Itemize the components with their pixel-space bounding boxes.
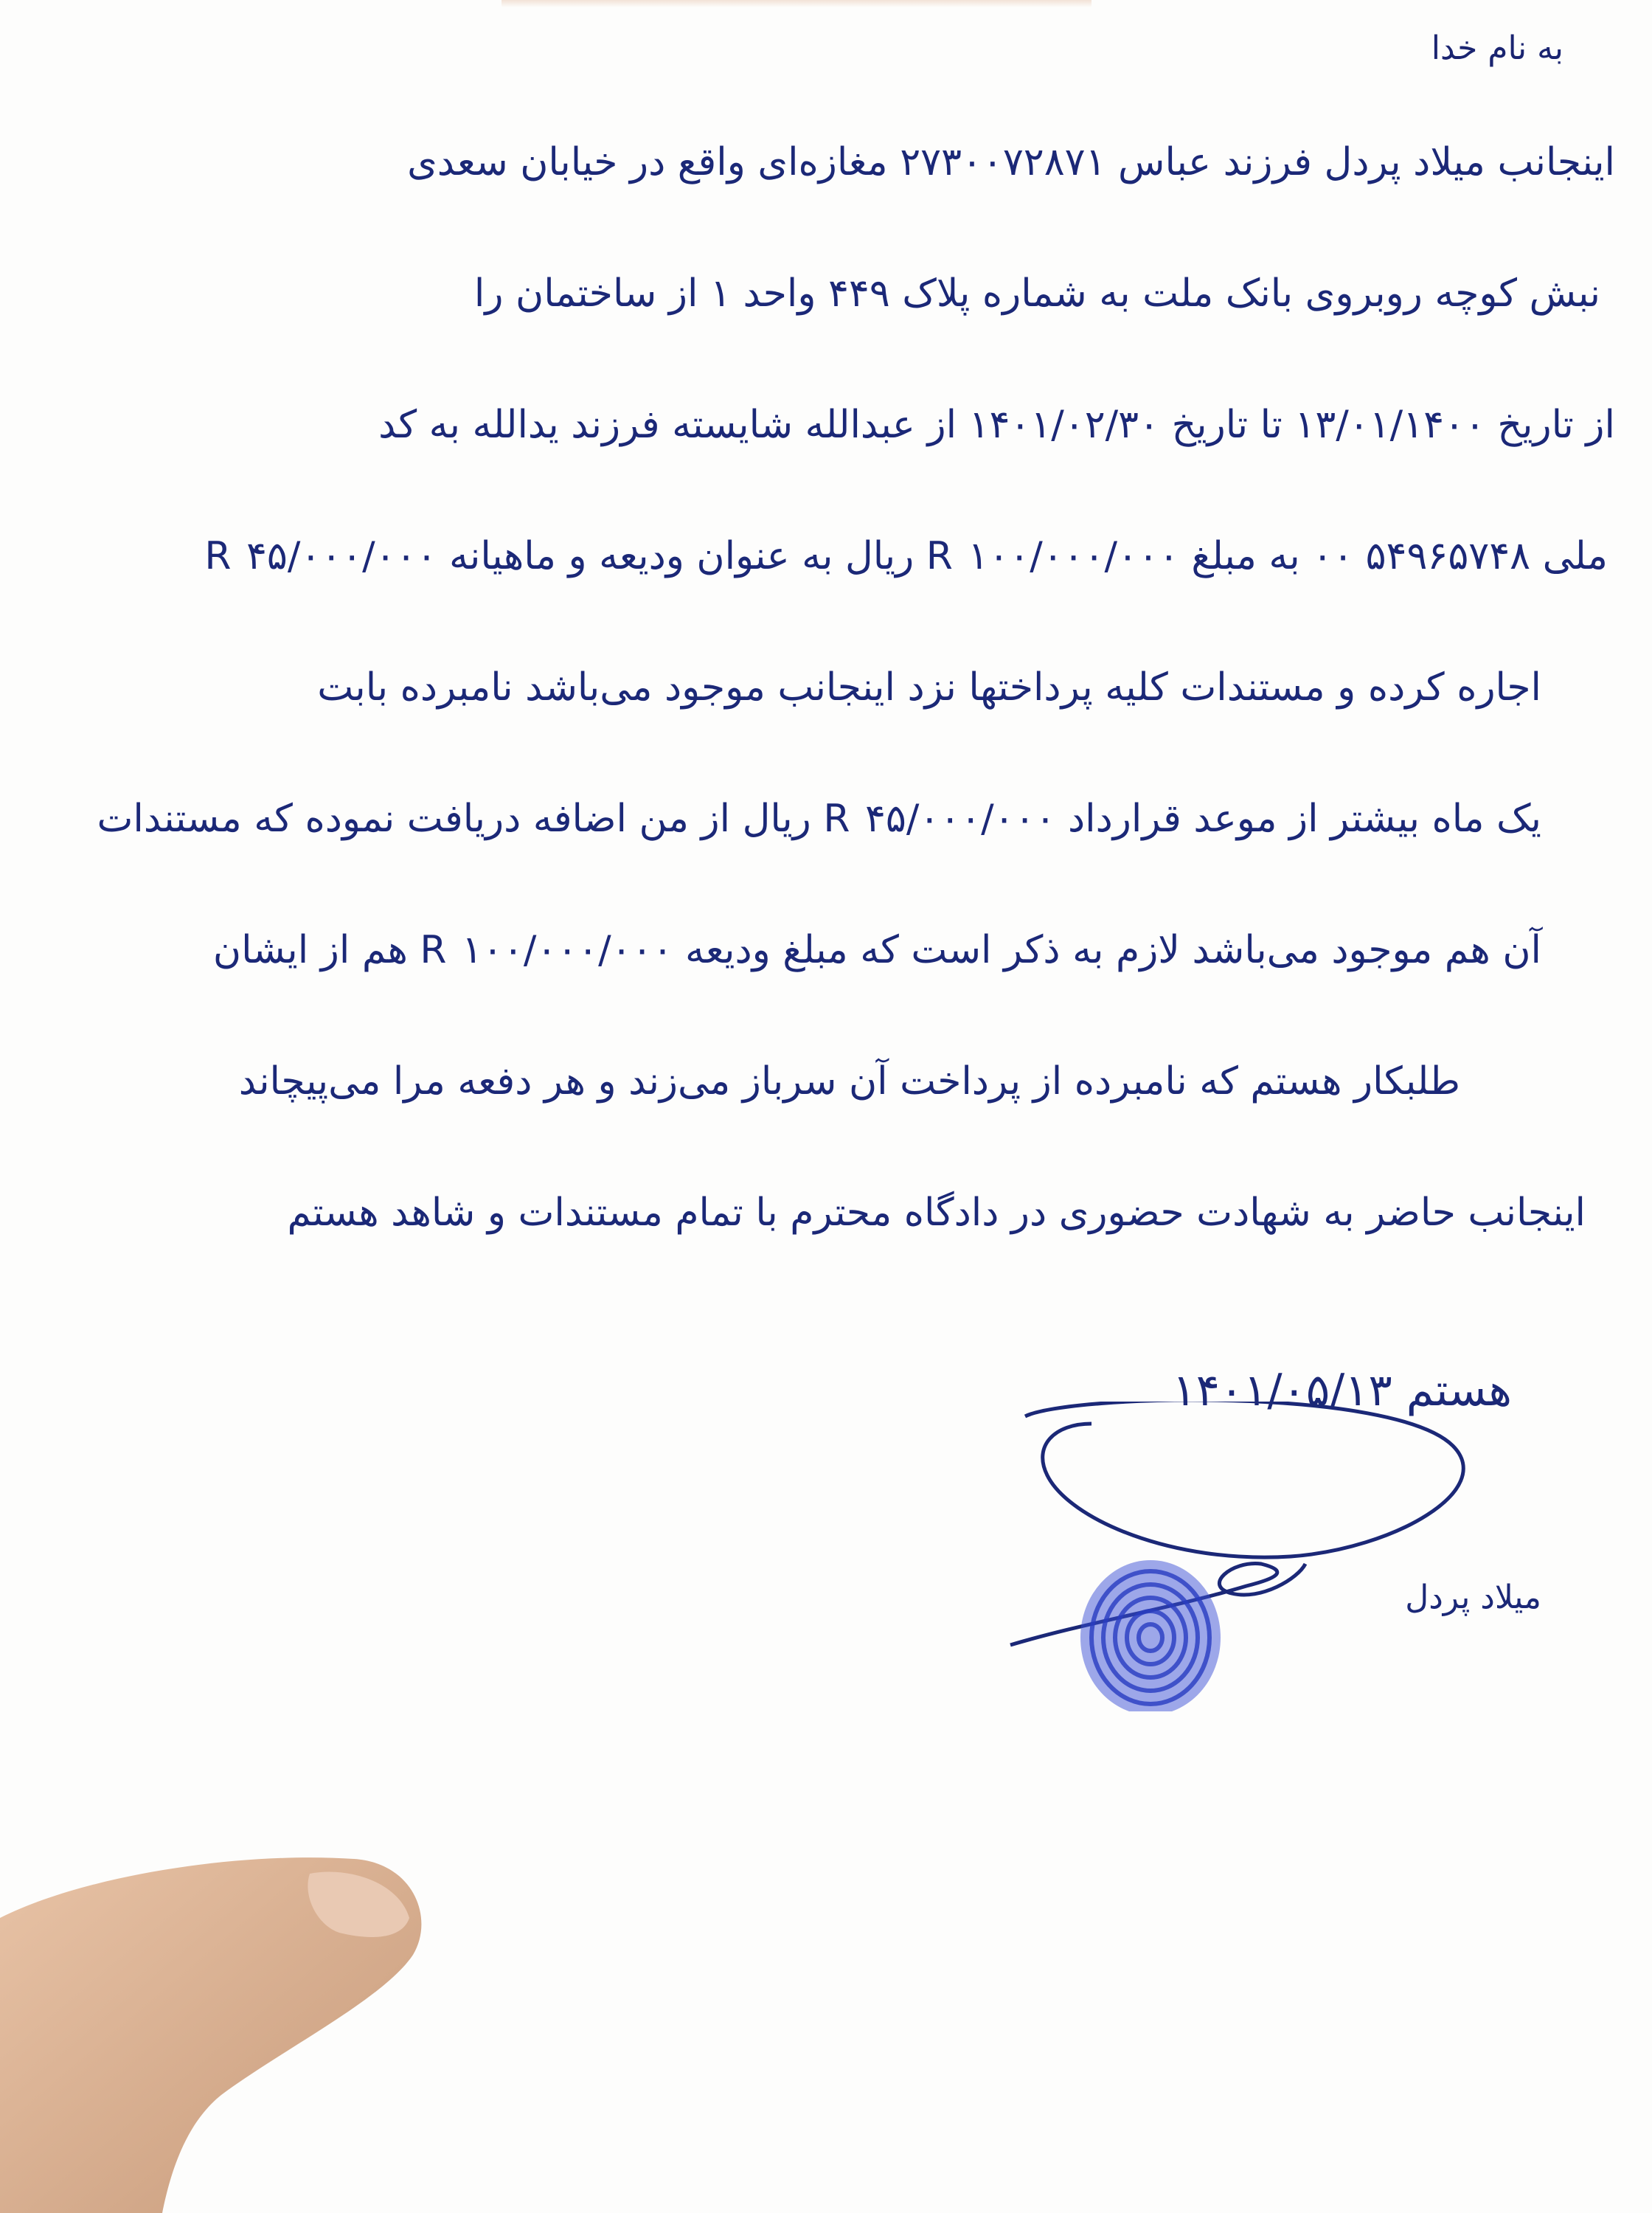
holding-thumb (0, 1829, 457, 2213)
body-line-8: طلبکار هستم که نامبرده از پرداخت آن سرباز می‌زند و هر دفعه مرا می‌پیچاند (238, 1059, 1460, 1104)
body-line-6: یک ماه بیشتر از موعد قرارداد R ۴۵/۰۰۰/۰۰۰ ریال از من اضافه دریافت نموده که مستندات (97, 797, 1541, 841)
body-line-5: اجاره کرده و مستندات کلیه پرداختها نزد اینجانب موجود می‌باشد نامبرده بابت (317, 665, 1541, 710)
body-line-3: از تاریخ ۱۳/۰۱/۱۴۰۰ تا تاریخ ۱۴۰۱/۰۲/۳۰ از عبدالله شایسته فرزند یدالله به کد (378, 403, 1615, 447)
letter-header: به نام خدا (1431, 30, 1564, 67)
body-line-1: اینجانب میلاد پردل فرزند عباس ۲۷۳۰۰۷۲۸۷۱ مغازه‌ای واقع در خیابان سعدی (407, 140, 1615, 184)
fingerprint (1080, 1560, 1221, 1711)
body-line-4: ملی ۵۴۹۶۵۷۴۸ ۰۰ به مبلغ R ۱۰۰/۰۰۰/۰۰۰ ریال به عنوان ودیعه و ماهیانه R ۴۵/۰۰۰/۰۰۰ (204, 534, 1608, 578)
body-line-7: آن هم موجود می‌باشد لازم به ذکر است که مبلغ ودیعه R ۱۰۰/۰۰۰/۰۰۰ هم از ایشان (212, 928, 1541, 972)
letter-body (30, 111, 1622, 1292)
closing-date: هستم ۱۴۰۱/۰۵/۱۳ (1172, 1365, 1512, 1416)
signature-stroke (1025, 1402, 1463, 1557)
paper-top-edge (502, 0, 1092, 7)
signature-name: میلاد پردل (1405, 1579, 1541, 1616)
signature-and-fingerprint (981, 1402, 1541, 1711)
body-line-2: نبش کوچه روبروی بانک ملت به شماره پلاک ۴۴۹ واحد ۱ از ساختمان را (473, 271, 1600, 316)
body-line-9: اینجانب حاضر به شهادت حضوری در دادگاه محترم با تمام مستندات و شاهد هستم (287, 1191, 1586, 1235)
